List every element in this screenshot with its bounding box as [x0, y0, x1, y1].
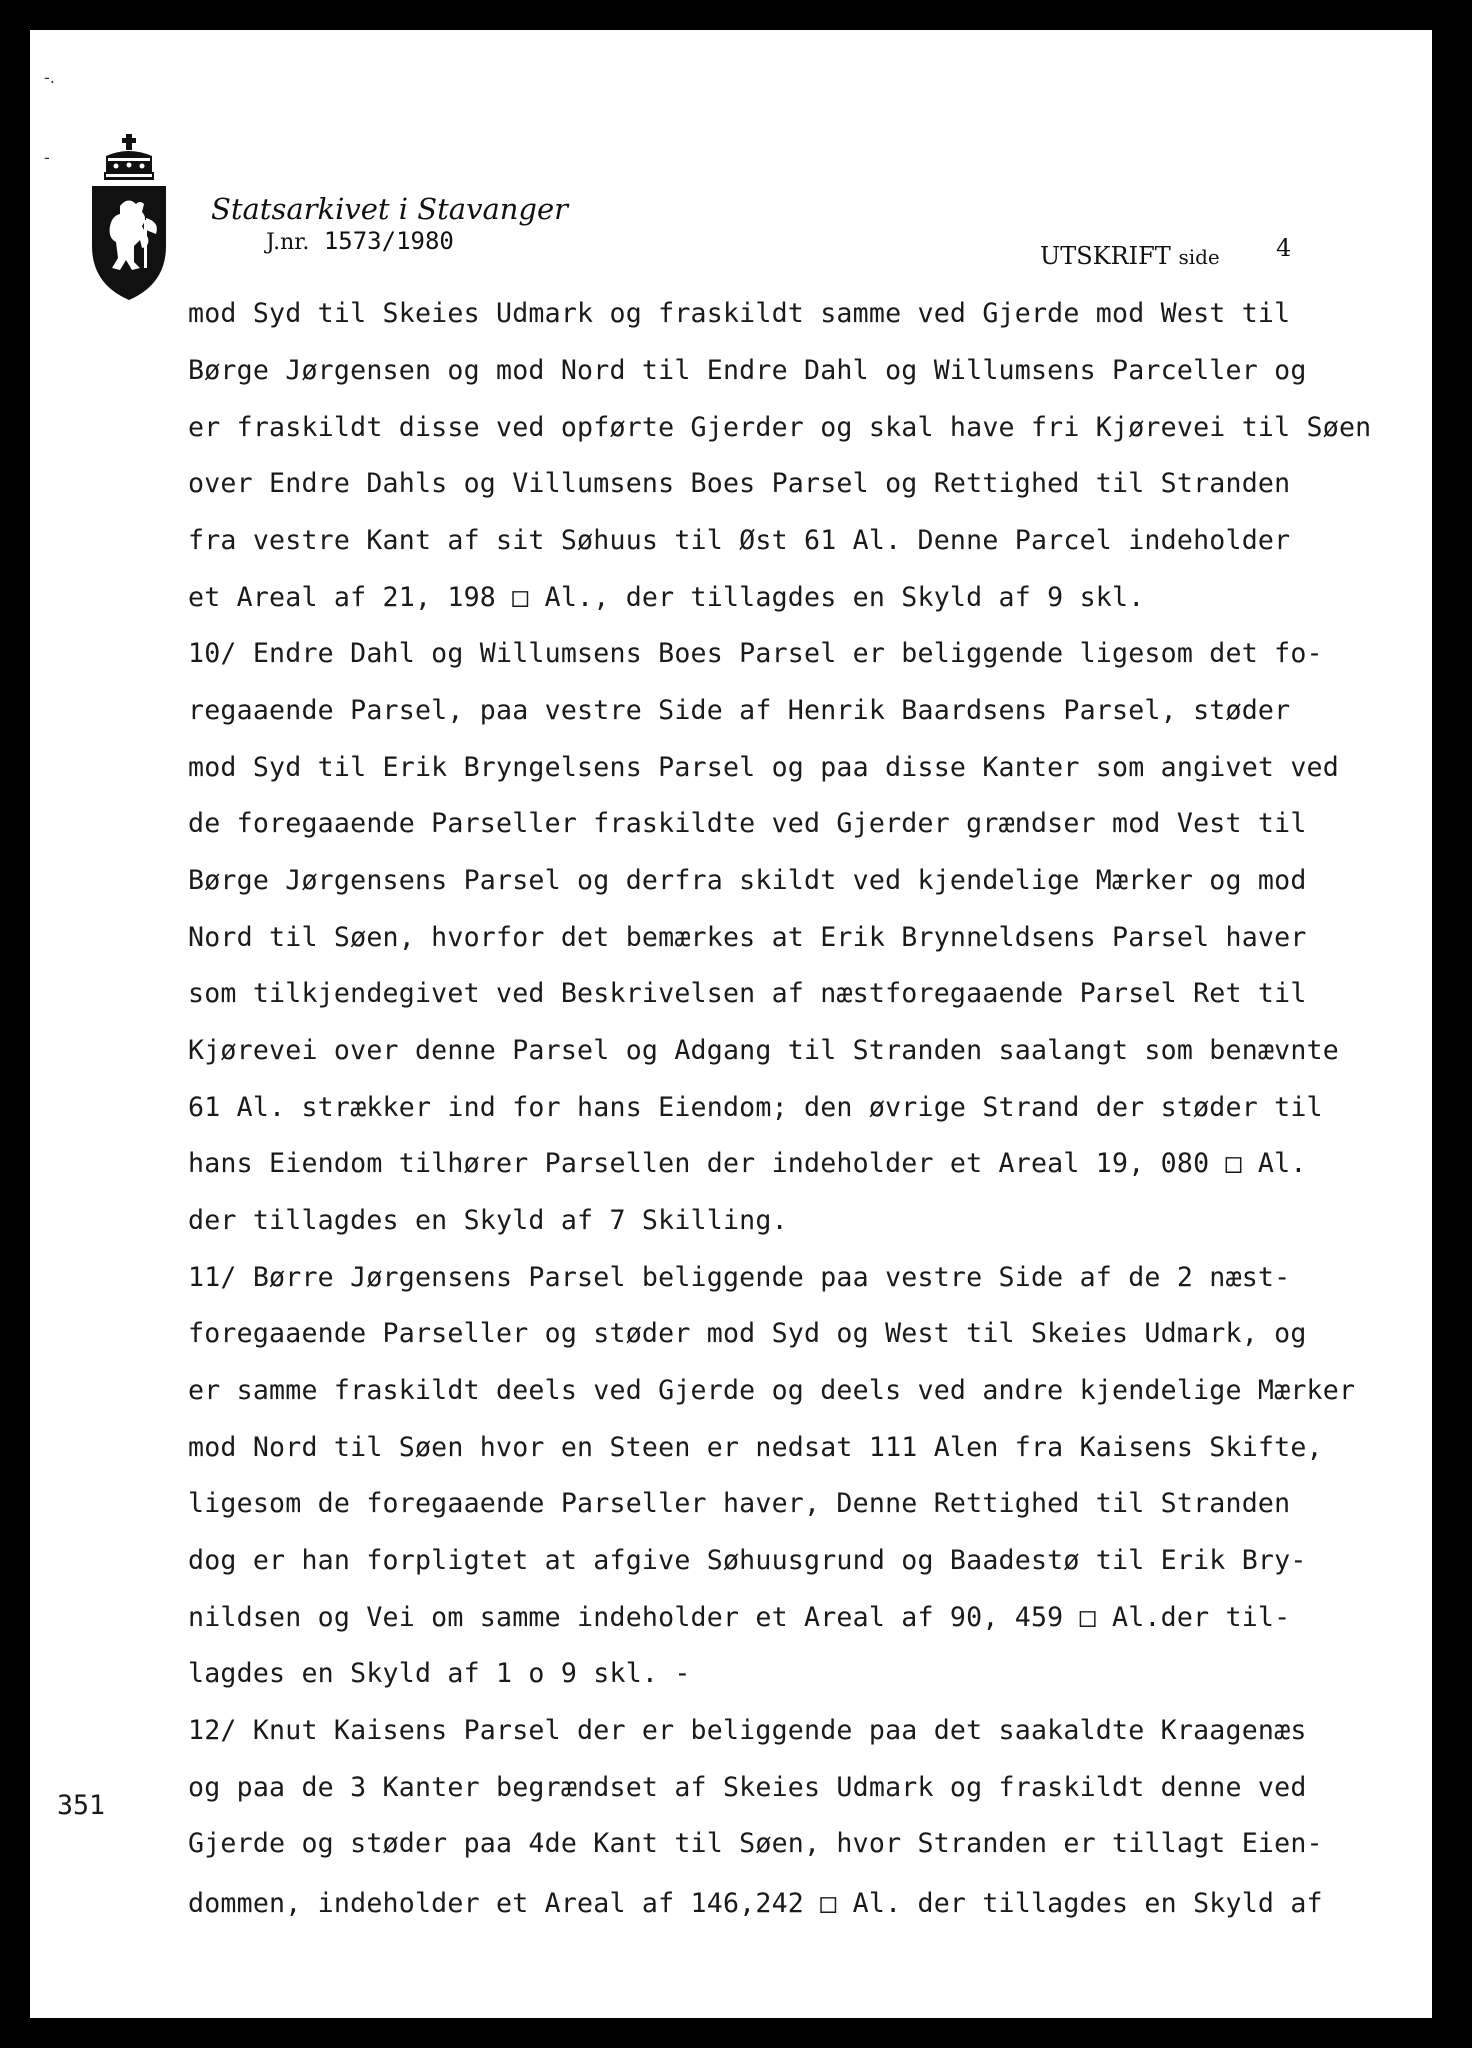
- text-line: er samme fraskildt deels ved Gjerde og deels ved andre kjendelige Mærker: [188, 1375, 1356, 1406]
- archive-name: Statsarkivet i Stavanger: [211, 192, 569, 226]
- text-line: dog er han forpligtet at afgive Søhuusgrund og Baadestø til Erik Bry-: [188, 1545, 1307, 1576]
- journal-number-label: J.nr.: [266, 230, 310, 255]
- text-line: ligesom de foregaaende Parseller haver, Denne Rettighed til Stranden: [188, 1488, 1291, 1519]
- text-line: Nord til Søen, hvorfor det bemærkes at Erik Brynneldsens Parsel haver: [188, 922, 1307, 953]
- margin-note: 351: [57, 1790, 106, 1821]
- text-line: regaaende Parsel, paa vestre Side af Henrik Baardsens Parsel, støder: [188, 695, 1291, 726]
- text-line: fra vestre Kant af sit Søhuus til Øst 61 Al. Denne Parcel indeholder: [188, 525, 1291, 556]
- text-line: et Areal af 21, 198 □ Al., der tillagdes en Skyld af 9 skl.: [188, 582, 1145, 613]
- text-line: Børge Jørgensens Parsel og derfra skildt ved kjendelige Mærker og mod: [188, 865, 1307, 896]
- document-page: [30, 30, 1432, 2018]
- text-line: der tillagdes en Skyld af 7 Skilling.: [188, 1205, 788, 1236]
- utskrift-label: UTSKRIFT: [1040, 242, 1171, 270]
- text-line: Børge Jørgensen og mod Nord til Endre Dahl og Willumsens Parceller og: [188, 355, 1307, 386]
- text-line: de foregaaende Parseller fraskildte ved Gjerder grændser mod Vest til: [188, 808, 1307, 839]
- text-line: nildsen og Vei om samme indeholder et Areal af 90, 459 □ Al.der til-: [188, 1602, 1291, 1633]
- text-line: hans Eiendom tilhører Parsellen der indeholder et Areal 19, 080 □ Al.: [188, 1148, 1307, 1179]
- text-line: 10/ Endre Dahl og Willumsens Boes Parsel er beliggende ligesom det fo-: [188, 638, 1323, 669]
- text-line: Gjerde og støder paa 4de Kant til Søen, hvor Stranden er tillagt Eien-: [188, 1828, 1323, 1859]
- utskrift-heading: [1040, 242, 1220, 270]
- text-line: 61 Al. strækker ind for hans Eiendom; den øvrige Strand der støder til: [188, 1092, 1323, 1123]
- margin-tick-mid: -: [44, 148, 50, 167]
- text-line: 11/ Børre Jørgensens Parsel beliggende paa vestre Side af de 2 næst-: [188, 1262, 1291, 1293]
- journal-number-value: 1573/1980: [323, 227, 454, 255]
- text-line: over Endre Dahls og Villumsens Boes Parsel og Rettighed til Stranden: [188, 468, 1291, 499]
- side-label: side: [1178, 245, 1220, 269]
- coat-of-arms-icon: [90, 134, 168, 302]
- text-line: og paa de 3 Kanter begrændset af Skeies Udmark og fraskildt denne ved: [188, 1772, 1307, 1803]
- page-number: 4: [1276, 234, 1292, 262]
- text-line: dommen, indeholder et Areal af 146,242 □ Al. der tillagdes en Skyld af: [188, 1888, 1323, 1919]
- text-line: mod Nord til Søen hvor en Steen er nedsat 111 Alen fra Kaisens Skifte,: [188, 1432, 1323, 1463]
- text-line: som tilkjendegivet ved Beskrivelsen af næstforegaaende Parsel Ret til: [188, 978, 1307, 1009]
- text-line: foregaaende Parseller og støder mod Syd og West til Skeies Udmark, og: [188, 1318, 1307, 1349]
- text-line: mod Syd til Skeies Udmark og fraskildt samme ved Gjerde mod West til: [188, 298, 1291, 329]
- text-line: mod Syd til Erik Bryngelsens Parsel og paa disse Kanter som angivet ved: [188, 752, 1339, 783]
- margin-tick-top: -.: [44, 68, 55, 87]
- journal-number: [266, 227, 454, 255]
- text-line: Kjørevei over denne Parsel og Adgang til Stranden saalangt som benævnte: [188, 1035, 1339, 1066]
- text-line: er fraskildt disse ved opførte Gjerder og skal have fri Kjørevei til Søen: [188, 412, 1372, 443]
- text-line: lagdes en Skyld af 1 o 9 skl. -: [188, 1658, 691, 1689]
- text-line: 12/ Knut Kaisens Parsel der er beliggende paa det saakaldte Kraagenæs: [188, 1715, 1307, 1746]
